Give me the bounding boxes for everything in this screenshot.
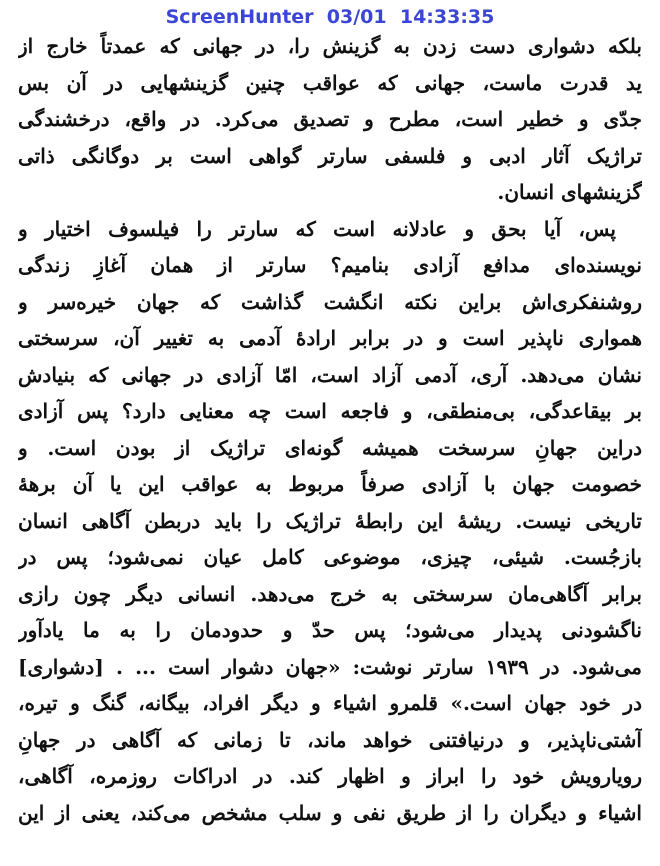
text-line: روشنفکری‌اش براین نکته انگشت گذاشت که جهان خیره‌سر و bbox=[18, 289, 642, 314]
screenhunter-watermark bbox=[0, 6, 660, 28]
text-line: ناگشودنی پدیدار می‌شود؛ پس حدّ و حدودمان را به ما یادآور bbox=[18, 618, 642, 642]
text-line: برابر آگاهی‌مان سرسختی به خرج می‌دهد. انسانی دیگر چون رازی bbox=[18, 581, 642, 606]
text-line: آشتی‌ناپذیر، و درنیافتنی خواهد ماند، تا زمانی که آگاهی در جهانِ bbox=[18, 727, 642, 752]
text-line: نویسنده‌ای مدافع آزادی بنامیم؟ سارتر از همان آغازِ زندگی bbox=[18, 253, 642, 277]
text-line: پس، آیا بحق و عادلانه است که سارتر را فیلسوف اختیار و bbox=[18, 216, 616, 241]
text-line: می‌شود. در ۱۹۳۹ سارتر نوشت: «جهان دشوار است ... . [دشواری] bbox=[18, 654, 642, 679]
text-line: بر بیقاعدگی، بی‌منطقی، و فاجعه است چه معنایی دارد؟ پس آزادی bbox=[18, 399, 642, 423]
watermark-app: ScreenHunter bbox=[165, 6, 314, 28]
text-line: بلکه دشواری دست زدن به گزینش را، در جهانی که عمدتاً خارج از bbox=[18, 34, 642, 58]
paragraph-2 bbox=[18, 211, 642, 832]
watermark-date: 03/01 bbox=[326, 6, 387, 28]
text-line: جدّی و خطیر است، مطرح و تصدیق می‌کرد. در واقع، درخشندگی bbox=[18, 107, 642, 131]
text-line: اشیاء و دیگران را از طریق نفی و سلب مشخص می‌کند، یعنی از این bbox=[18, 800, 642, 825]
text-line: رویارویش خود را ابراز و اظهار کند. در ادراکات روزمره، آگاهی، bbox=[18, 764, 642, 788]
text-line: نشان می‌دهد. آری، آدمی آزاد است، امّا آزادی در جهانی که بنیادش bbox=[18, 362, 642, 387]
watermark-time: 14:33:35 bbox=[399, 6, 495, 28]
text-line: گزینشهای انسان. bbox=[497, 180, 642, 204]
paragraph-1 bbox=[18, 28, 642, 211]
text-line: تاریخی نیست. ریشهٔ این رابطهٔ تراژیک را باید دربطن آگاهی انسان bbox=[18, 508, 642, 533]
text-line: دراین جهانِ سرسخت همیشه گونه‌ای تراژیک از بودن است. و bbox=[18, 435, 642, 460]
document-page bbox=[18, 28, 642, 831]
text-line: بازجُست. شیئی، چیزی، موضوعی کامل عیان نمی‌شود؛ پس در bbox=[18, 545, 642, 569]
text-line: همواری ناپذیر است و در برابر ارادهٔ آدمی به تغییر آن، سرسختی bbox=[18, 326, 642, 350]
text-line: خصومت جهان با آزادی صرفاً مربوط به عواقب این یا آن برههٔ bbox=[18, 472, 642, 496]
text-line: ید قدرت ماست، جهانی که عواقب چنین گزینشهایی در آن بس bbox=[18, 70, 642, 95]
text-line: در خود جهان است.» قلمرو اشیاء و دیگر افراد، بیگانه، گنگ و تیره، bbox=[18, 691, 642, 715]
text-line: تراژیک آثار ادبی و فلسفی سارتر گواهی است بر دوگانگی ذاتی bbox=[18, 143, 642, 168]
